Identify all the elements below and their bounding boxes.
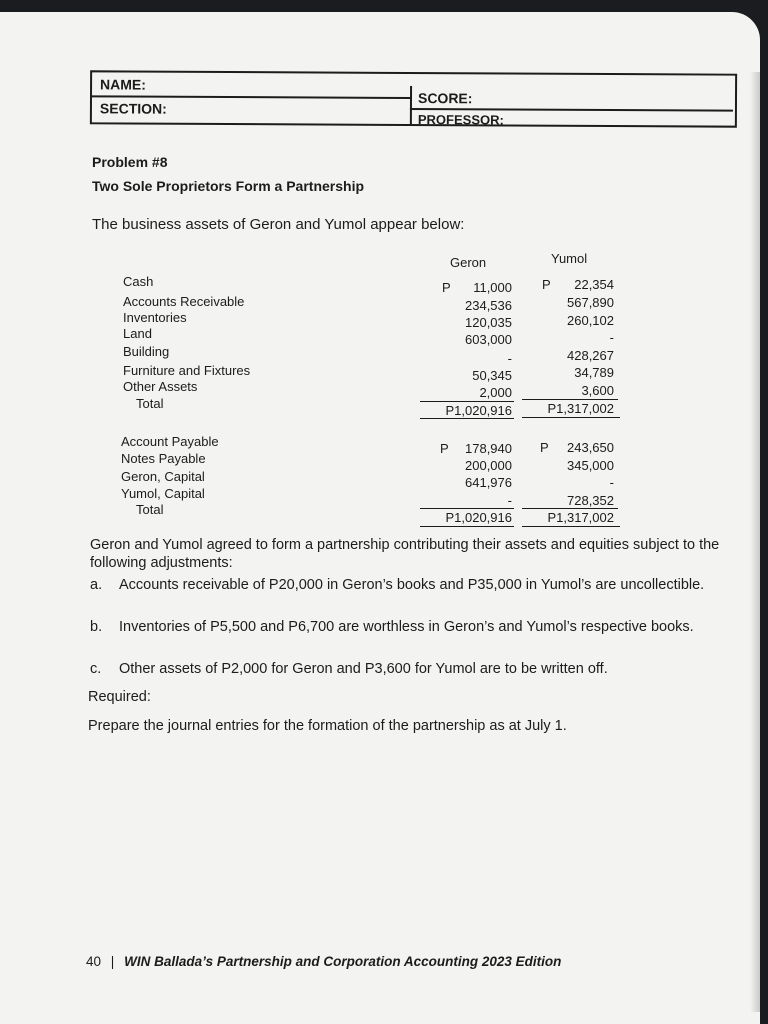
header-divider-right bbox=[410, 108, 733, 111]
geron-value: 178,940 bbox=[465, 441, 512, 456]
row-label: Geron, Capital bbox=[121, 469, 205, 484]
total-rule bbox=[420, 526, 514, 527]
row-label: Cash bbox=[123, 274, 154, 289]
column-header-geron: Geron bbox=[450, 255, 487, 270]
header-divider bbox=[92, 95, 410, 98]
subtotal-rule bbox=[522, 508, 618, 509]
yumol-value: - bbox=[609, 475, 614, 490]
peso-sign: P bbox=[540, 440, 549, 455]
peso-sign: P bbox=[542, 277, 551, 292]
subtotal-rule bbox=[420, 508, 514, 509]
row-label: Accounts Receivable bbox=[123, 294, 245, 309]
geron-value: 603,000 bbox=[465, 332, 512, 347]
score-label: SCORE: bbox=[417, 90, 473, 107]
geron-value: 641,976 bbox=[465, 475, 512, 490]
agreement-text: Geron and Yumol agreed to form a partnership contributing their assets and equities subject to the following adjustments: bbox=[90, 537, 720, 571]
row-label: Account Payable bbox=[121, 434, 219, 449]
peso-sign: P bbox=[442, 280, 451, 295]
total-label: Total bbox=[136, 396, 164, 411]
student-info-box bbox=[90, 70, 737, 127]
problem-number: Problem #8 bbox=[92, 154, 168, 170]
yumol-total: P1,317,002 bbox=[547, 401, 614, 416]
row-label: Notes Payable bbox=[121, 451, 206, 466]
adjustment-c-text: Other assets of P2,000 for Geron and P3,600 for Yumol are to be written off. bbox=[119, 661, 608, 677]
page-edge-shadow bbox=[750, 72, 760, 1012]
yumol-value: 428,267 bbox=[567, 348, 614, 363]
yumol-value: 34,789 bbox=[574, 365, 614, 380]
geron-value: 50,345 bbox=[472, 368, 512, 383]
row-label: Building bbox=[123, 344, 170, 359]
adjustment-b-text: Inventories of P5,500 and P6,700 are worthless in Geron’s and Yumol’s respective books. bbox=[119, 619, 694, 635]
yumol-value: 345,000 bbox=[567, 458, 614, 473]
yumol-value: 728,352 bbox=[567, 493, 614, 508]
professor-label: PROFESSOR: bbox=[417, 112, 504, 128]
section-label: SECTION: bbox=[99, 100, 167, 117]
required-text: Prepare the journal entries for the formation of the partnership as at July 1. bbox=[88, 718, 567, 734]
yumol-value: 3,600 bbox=[581, 383, 614, 398]
yumol-value: 243,650 bbox=[567, 440, 614, 455]
geron-value: 200,000 bbox=[465, 458, 512, 473]
document-page bbox=[0, 12, 760, 1024]
book-title: WIN Ballada’s Partnership and Corporation Accounting 2023 Edition bbox=[124, 954, 562, 969]
yumol-value: 260,102 bbox=[567, 313, 614, 328]
required-heading: Required: bbox=[88, 689, 151, 705]
page-footer bbox=[86, 954, 561, 969]
row-label: Other Assets bbox=[123, 379, 198, 394]
intro-text: The business assets of Geron and Yumol appear below: bbox=[92, 216, 465, 233]
total-rule bbox=[522, 417, 620, 418]
peso-sign: P bbox=[440, 441, 449, 456]
geron-value: 120,035 bbox=[465, 315, 512, 330]
name-label: NAME: bbox=[100, 76, 147, 93]
subtotal-rule bbox=[420, 401, 514, 402]
geron-total: P1,020,916 bbox=[445, 403, 512, 418]
row-label: Yumol, Capital bbox=[121, 486, 205, 501]
row-label: Inventories bbox=[123, 310, 187, 325]
yumol-value: - bbox=[609, 330, 614, 345]
yumol-value: 567,890 bbox=[567, 295, 614, 310]
adjustment-a-marker: a. bbox=[90, 577, 103, 593]
yumol-total: P1,317,002 bbox=[547, 510, 614, 525]
total-rule bbox=[522, 526, 620, 527]
yumol-value: 22,354 bbox=[574, 277, 614, 292]
problem-title: Two Sole Proprietors Form a Partnership bbox=[92, 178, 365, 194]
total-rule bbox=[420, 418, 514, 419]
column-header-yumol: Yumol bbox=[551, 251, 588, 266]
row-label: Land bbox=[123, 326, 152, 341]
footer-separator: | bbox=[110, 954, 115, 969]
page-number: 40 bbox=[86, 954, 102, 969]
adjustment-c-marker: c. bbox=[90, 661, 102, 677]
adjustment-a-text: Accounts receivable of P20,000 in Geron’s books and P35,000 in Yumol’s are uncollectible. bbox=[119, 577, 705, 593]
geron-value: 2,000 bbox=[479, 385, 512, 400]
geron-value: 234,536 bbox=[465, 298, 512, 313]
adjustment-b-marker: b. bbox=[90, 619, 103, 635]
problem-heading bbox=[92, 152, 364, 196]
total-label: Total bbox=[136, 502, 164, 517]
geron-value: 11,000 bbox=[473, 280, 512, 295]
row-label: Furniture and Fixtures bbox=[123, 363, 251, 378]
geron-total: P1,020,916 bbox=[445, 510, 512, 525]
subtotal-rule bbox=[522, 399, 618, 400]
geron-value: - bbox=[507, 351, 512, 366]
geron-value: - bbox=[507, 493, 512, 508]
header-column-divider bbox=[410, 86, 412, 124]
